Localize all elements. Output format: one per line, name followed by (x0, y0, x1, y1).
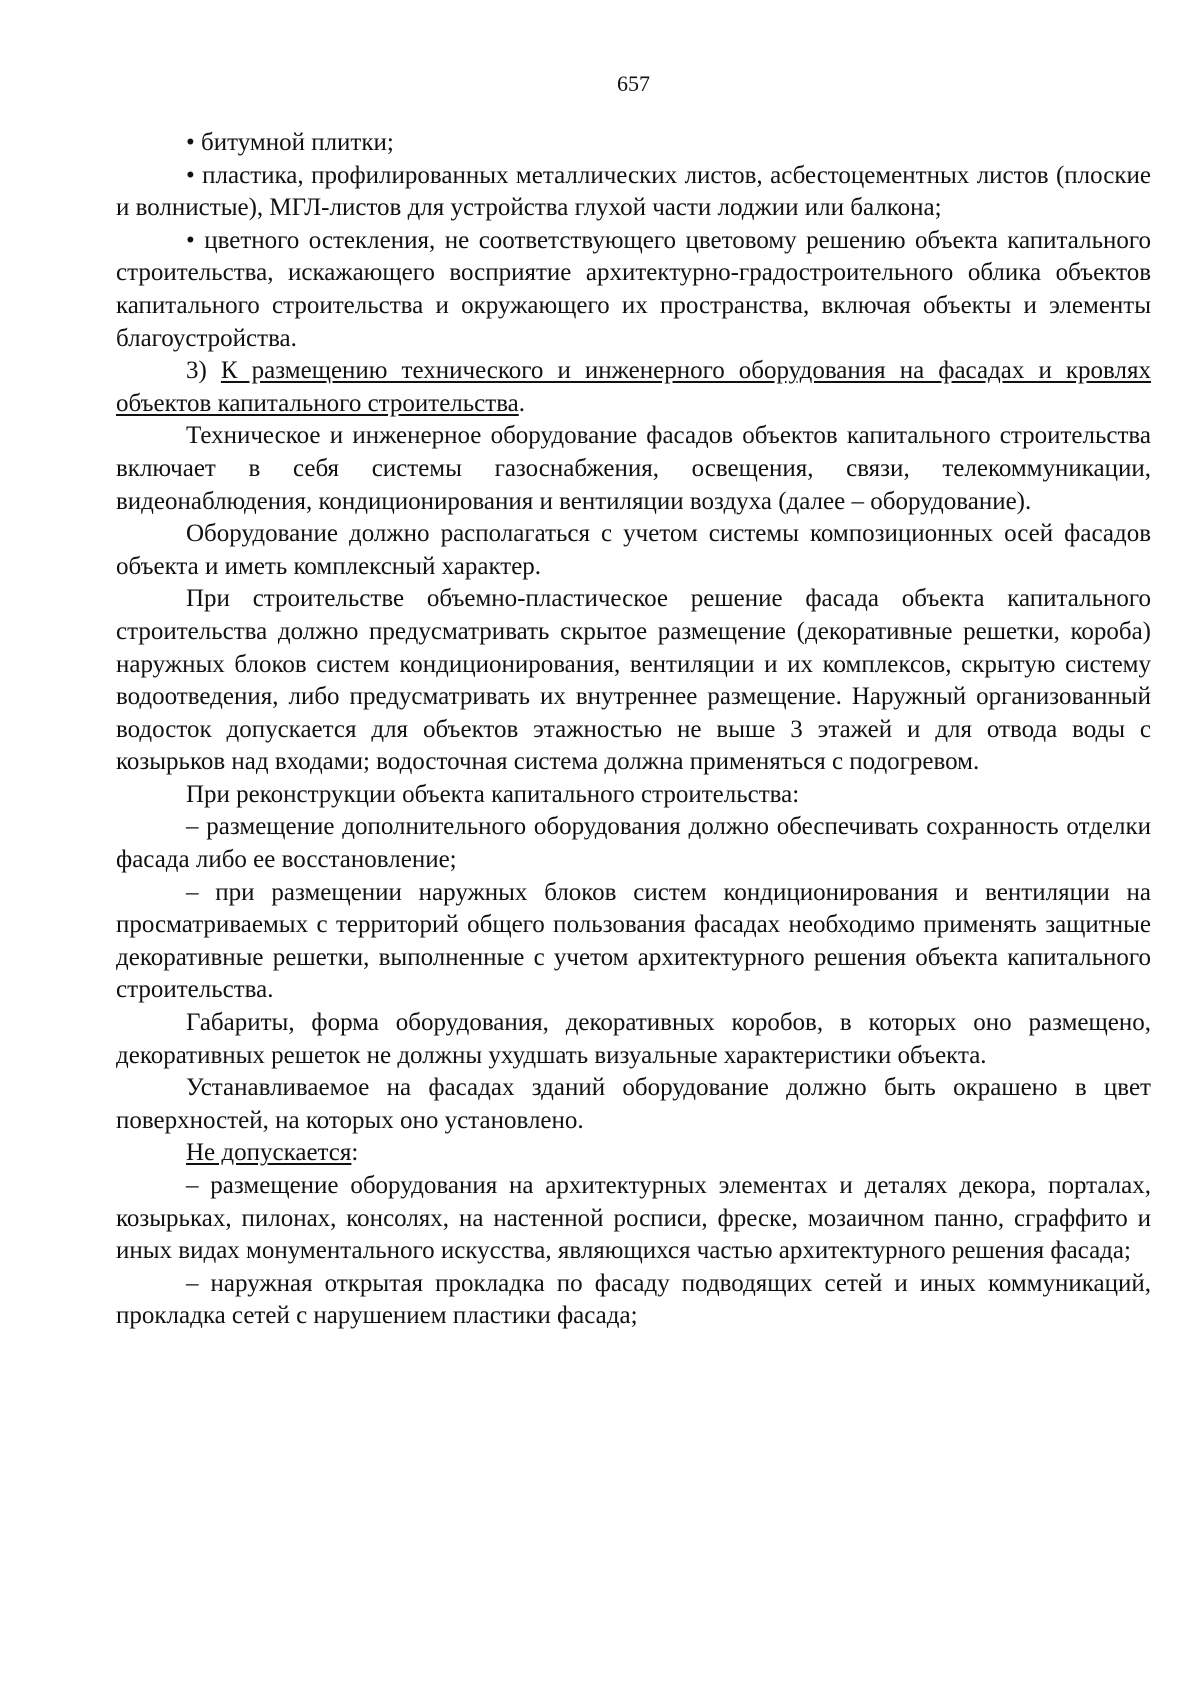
paragraph-equipment-placement: Оборудование должно располагаться с учетом системы композиционных осей фасадов объекта и иметь комплексный характер. (116, 520, 1151, 580)
section-heading-suffix: . (518, 389, 526, 417)
paragraph-coloring: Устанавливаемое на фасадах зданий оборудование должно быть окрашено в цвет поверхностей, на которых оно установлено. (116, 1074, 1151, 1134)
paragraph-prohibited-item-1: – размещение оборудования на архитектурных элементах и деталях декора, порталах, козырьках, пилонах, консолях, на настенной росписи, фреске, мозаичном панно, сграффито и иных видах монументального искусства, являющихся частью архитектурного решения фасада; (116, 1172, 1151, 1265)
paragraph-equipment-definition: Техническое и инженерное оборудование фасадов объектов капитального строительства включает в себя системы газоснабжения, освещения, связи, телекоммуникации, видеонаблюдения, кондиционирования и вентиляции воздуха (далее – оборудование). (116, 422, 1151, 515)
paragraph-bullet-plastic-sheets: • пластика, профилированных металлических листов, асбестоцементных листов (плоские и волнистые), МГЛ-листов для устройства глухой части лоджии или балкона; (116, 161, 1151, 222)
page-number: 657 (617, 71, 650, 96)
paragraph-dimensions: Габариты, форма оборудования, декоративных коробов, в которых оно размещено, декоративных решеток не должны ухудшать визуальные характеристики объекта. (116, 1009, 1151, 1069)
subheading-not-allowed (116, 1137, 1151, 1170)
section-number: 3) (186, 357, 221, 385)
document-body (116, 127, 1151, 1333)
paragraph-bullet-colored-glazing: • цветного остекления, не соответствующего цветовому решению объекта капитального строительства, искажающего восприятие архитектурно-градостроительного облика объектов капитального строительства и окружающего их пространства, включая объекты и элементы благоустройства. (116, 226, 1151, 352)
subheading-not-allowed-text: Не допускается (186, 1139, 352, 1167)
paragraph-reconstruction-intro: При реконструкции объекта капитального строительства: (186, 780, 800, 808)
subheading-not-allowed-suffix: : (351, 1139, 359, 1167)
section-heading-text: К размещению технического и инженерного оборудования на фасадах и кровлях объектов капитального строительства (116, 357, 1151, 417)
paragraph-reconstruction-item-1: – размещение дополнительного оборудования должно обеспечивать сохранность отделки фасада либо ее восстановление; (116, 813, 1151, 874)
paragraph-construction-requirements: При строительстве объемно-пластическое решение фасада объекта капитального строительства должно предусматривать скрытое размещение (декоративные решетки, короба) наружных блоков систем кондиционирования, вентиляции и их комплексов, скрытую систему водоотведения, либо предусматривать их внутреннее размещение. Наружный организованный водосток допускается для объектов этажностью не выше 3 этажей и для отвода воды с козырьков над входами; водосточная система должна применяться с подогревом. (116, 585, 1151, 776)
paragraph-reconstruction-item-2: – при размещении наружных блоков систем кондиционирования и вентиляции на просматриваемых с территорий общего пользования фасадах необходимо применять защитные декоративные решетки, выполненные с учетом архитектурного решения объекта капитального строительства. (116, 878, 1151, 1004)
section-heading-equipment (116, 355, 1151, 420)
paragraph-prohibited-item-2: – наружная открытая прокладка по фасаду подводящих сетей и иных коммуникаций, прокладка сетей с нарушением пластики фасада; (116, 1269, 1151, 1330)
paragraph-bullet-bitumen-tiles: • битумной плитки; (186, 129, 394, 156)
